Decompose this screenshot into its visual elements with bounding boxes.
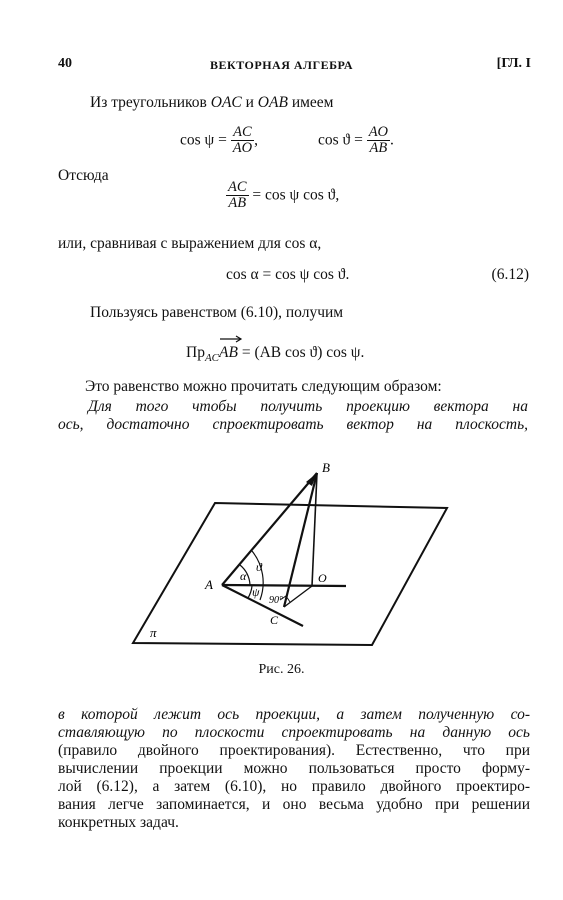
intro-conj: и — [241, 94, 258, 111]
fraction-ac-ao — [231, 125, 254, 156]
projection-operator: Пр — [186, 344, 205, 361]
frac-numerator: AO — [368, 124, 389, 140]
triangle-oab: OAB — [257, 94, 288, 111]
fraction-ao-ab — [367, 125, 390, 156]
equation-cos-alpha: cos α = cos ψ cos ϑ. — [226, 266, 350, 283]
equation-number: (6.12) — [491, 266, 529, 283]
para2-line-5: лой (6.12), а затем (6.10), но правило двойного проектиро- — [58, 778, 530, 795]
compare-line: или, сравнивая с выражением для cos α, — [58, 235, 322, 252]
frac-numerator: AC — [228, 179, 247, 195]
vector-ab — [219, 344, 238, 362]
equation-ac-ab — [226, 180, 339, 211]
fraction-ac-ab — [226, 180, 249, 211]
triangle-oac: OAC — [210, 94, 242, 111]
frac-numerator: AC — [231, 125, 254, 141]
equation-rhs: = (AB cos ϑ) cos ψ. — [241, 344, 365, 361]
label-90: 90° — [269, 595, 283, 606]
cos-theta-lhs: cos ϑ = — [318, 131, 363, 149]
para2-line-1: в которой лежит ось проекции, а затем полученную со- — [58, 706, 530, 723]
equation-cos-theta — [318, 125, 394, 156]
label-pi: π — [150, 625, 157, 640]
label-c: C — [270, 613, 279, 627]
cos-psi-lhs: cos ψ = — [180, 131, 227, 149]
this-line: Это равенство можно прочитать следующим образом: — [85, 378, 442, 395]
para2-line-7: конкретных задач. — [58, 814, 179, 831]
page-number: 40 — [58, 56, 72, 71]
intro-line — [90, 94, 333, 112]
intro-text: Из треугольников — [90, 94, 211, 111]
para2-line-4: вычислении проекции можно пользоваться просто форму- — [58, 760, 530, 777]
period: . — [390, 131, 394, 149]
label-a: A — [205, 577, 213, 592]
para2-line-3: (правило двойного проектирования). Естественно, что при — [58, 742, 530, 759]
italic-rule-line-1: Для того чтобы получить проекцию вектора на — [88, 398, 528, 415]
vector-ab-text: AB — [219, 344, 238, 361]
vector-arrow-icon — [219, 335, 243, 343]
plane-parallelogram — [133, 503, 447, 645]
frac-denominator: AO — [232, 140, 253, 157]
figure-26 — [130, 455, 450, 655]
figure-caption: Рис. 26. — [258, 662, 305, 677]
frac-denominator: AB — [228, 195, 247, 212]
using-line: Пользуясь равенством (6.10), получим — [90, 304, 344, 321]
para2-line-6: вания легче запоминается, и оно весьма удобно при решении — [58, 796, 530, 813]
equation-projection — [186, 344, 364, 364]
label-o: O — [318, 571, 327, 585]
equation-rhs: = cos ψ cos ϑ, — [252, 186, 340, 204]
label-b: B — [322, 460, 330, 475]
label-psi: ψ — [252, 585, 260, 599]
label-alpha: α — [240, 569, 247, 583]
otsyuda-word: Отсюда — [58, 167, 109, 184]
label-theta: ϑ — [256, 560, 262, 574]
axis-line — [222, 585, 346, 586]
running-title: ВЕКТОРНАЯ АЛГЕБРА — [209, 58, 354, 72]
equation-cos-psi — [180, 125, 258, 156]
chapter-marker: [ГЛ. I — [496, 56, 531, 71]
projection-axis-sub: AC — [204, 352, 220, 364]
comma: , — [254, 131, 258, 149]
intro-suffix: имеем — [287, 94, 334, 111]
para2-line-2: ставляющую по плоскости спроектировать на данную ось — [58, 724, 530, 741]
italic-rule-line-2: ось, достаточно спроектировать вектор на плоскость, — [58, 416, 528, 433]
frac-denominator: AB — [369, 140, 388, 157]
